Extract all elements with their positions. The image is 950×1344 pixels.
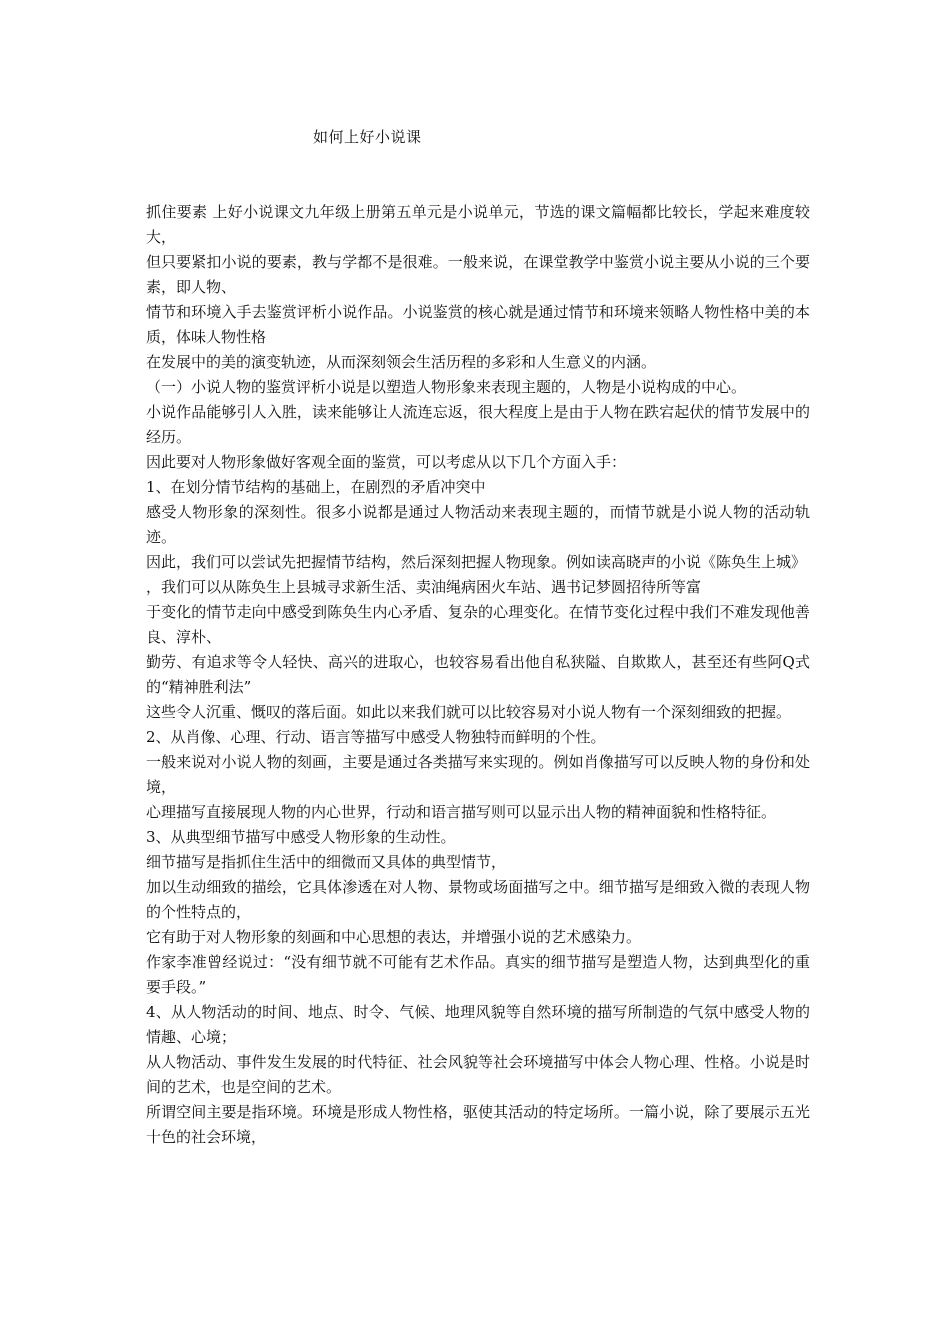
paragraph: 因此，我们可以尝试先把握情节结构，然后深刻把握人物现象。例如读高晓声的小说《陈奂生上城》 [146,553,807,571]
paragraph: 感受人物形象的深刻性。很多小说都是通过人物活动来表现主题的，而情节就是小说人物的活动轨迹。 [146,503,810,546]
paragraph: 但只要紧扣小说的要素，教与学都不是很难。一般来说，在课堂教学中鉴赏小说主要从小说的三个要素，即人物、 [146,253,810,296]
paragraph: 它有助于对人物形象的刻画和中心思想的表达，并增强小说的艺术感染力。 [146,928,642,946]
paragraph: 4、从人物活动的时间、地点、时令、气候、地理风貌等自然环境的描写所制造的气氛中感受人物的情趣、心境； [146,1003,810,1046]
paragraph: 勤劳、有追求等令人轻快、高兴的进取心，也较容易看出他自私狭隘、自欺欺人，甚至还有些阿Q式的“精神胜利法” [146,653,810,696]
paragraph: 从人物活动、事件发生发展的时代特征、社会风貌等社会环境描写中体会人物心理、性格。小说是时间的艺术，也是空间的艺术。 [146,1053,810,1096]
paragraph: 在发展中的美的演变轨迹，从而深刻领会生活历程的多彩和人生意义的内涵。 [146,353,657,371]
paragraph: 一般来说对小说人物的刻画，主要是通过各类描写来实现的。例如肖像描写可以反映人物的身份和处境， [146,753,810,796]
paragraph: 于变化的情节走向中感受到陈奂生内心矛盾、复杂的心理变化。在情节变化过程中我们不难发现他善良、淳朴、 [146,603,810,646]
paragraph: 加以生动细致的描绘，它具体渗透在对人物、景物或场面描写之中。细节描写是细致入微的表现人物的个性特点的， [146,878,810,921]
document-body [146,200,810,1150]
paragraph: 1、在划分情节结构的基础上，在剧烈的矛盾冲突中 [146,478,486,496]
paragraph: 抓住要素 上好小说课文九年级上册第五单元是小说单元，节选的课文篇幅都比较长，学起来难度较大， [146,203,810,246]
paragraph: 情节和环境入手去鉴赏评析小说作品。小说鉴赏的核心就是通过情节和环境来领略人物性格中美的本质，体味人物性格 [146,303,810,346]
paragraph: 心理描写直接展现人物的内心世界，行动和语言描写则可以显示出人物的精神面貌和性格特征。 [146,803,777,821]
paragraph: 这些令人沉重、慨叹的落后面。如此以来我们就可以比较容易对小说人物有一个深刻细致的把握。 [146,703,792,721]
paragraph: 所谓空间主要是指环境。环境是形成人物性格，驱使其活动的特定场所。一篇小说，除了要展示五光十色的社会环境， [146,1103,810,1146]
paragraph: 作家李准曾经说过：“没有细节就不可能有艺术作品。真实的细节描写是塑造人物，达到典型化的重要手段。” [146,953,810,996]
paragraph: 因此要对人物形象做好客观全面的鉴赏，可以考虑从以下几个方面入手： [146,453,627,471]
paragraph: 2、从肖像、心理、行动、语言等描写中感受人物独特而鲜明的个性。 [146,728,606,746]
paragraph: 3、从典型细节描写中感受人物形象的生动性。 [146,828,456,846]
paragraph: 小说作品能够引人入胜，读来能够让人流连忘返，很大程度上是由于人物在跌宕起伏的情节发展中的经历。 [146,403,810,446]
paragraph: （一）小说人物的鉴赏评析小说是以塑造人物形象来表现主题的，人物是小说构成的中心。 [146,378,747,396]
document-title: 如何上好小说课 [313,128,422,146]
paragraph: 细节描写是指抓住生活中的细微而又具体的典型情节， [146,853,507,871]
paragraph: ，我们可以从陈奂生上县城寻求新生活、卖油绳病困火车站、遇书记梦圆招待所等富 [146,578,702,596]
